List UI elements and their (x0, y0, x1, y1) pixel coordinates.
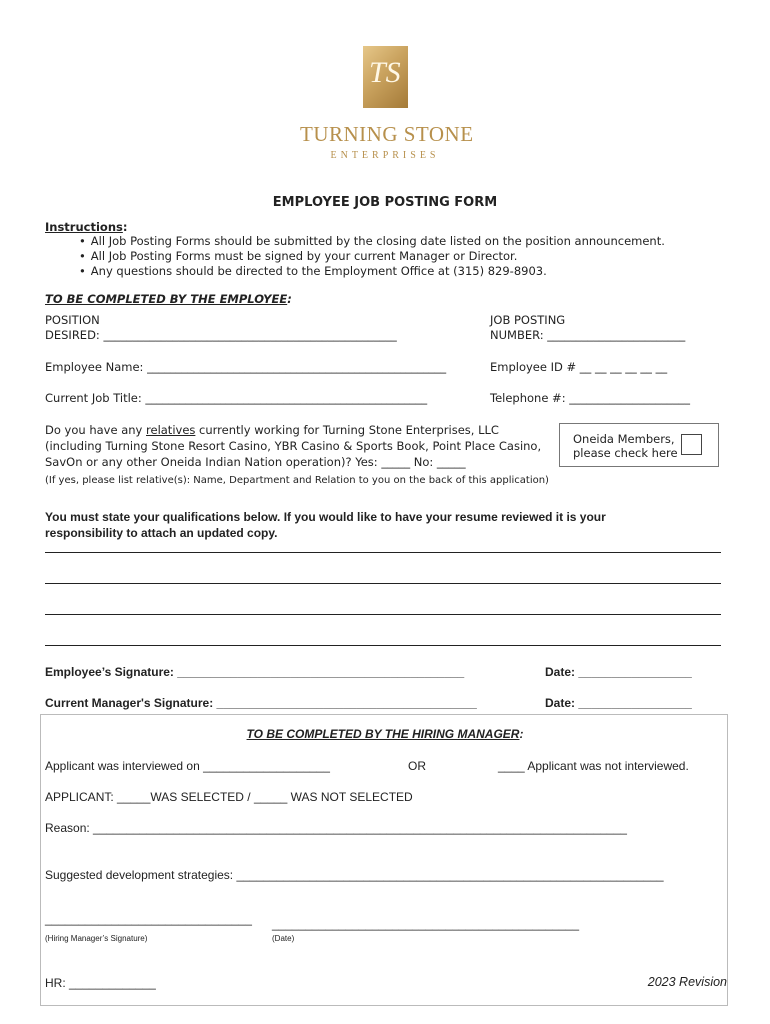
employee-section-heading-label: TO BE COMPLETED BY THE EMPLOYEE (45, 292, 288, 306)
qualifications-line[interactable] (45, 583, 721, 584)
position-label: POSITION (45, 313, 100, 327)
employee-date-field[interactable]: Date: _________________ (545, 665, 692, 679)
hiring-manager-heading-label: TO BE COMPLETED BY THE HIRING MANAGER (246, 727, 520, 741)
relatives-question-line2: (including Turning Stone Resort Casino, YBR Casino & Sports Book, Point Place Casino, (45, 439, 542, 453)
telephone-field[interactable]: Telephone #: _____________________ (490, 391, 690, 405)
page-title: EMPLOYEE JOB POSTING FORM (272, 195, 498, 210)
manager-signature-field[interactable]: Current Manager's Signature: _______________________________________ (45, 696, 477, 710)
qualifications-line[interactable] (45, 645, 721, 646)
employee-signature-field[interactable]: Employee’s Signature: ___________________________________________ (45, 665, 465, 679)
hiring-manager-heading (0, 727, 770, 741)
instructions-heading-colon: : (122, 220, 128, 234)
suggested-strategies-field[interactable]: Suggested development strategies: ________________________________________________________________ (45, 868, 664, 882)
job-posting-number-field[interactable]: NUMBER: ________________________ (490, 328, 686, 342)
employee-name-field[interactable]: Employee Name: ____________________________________________________ (45, 360, 447, 374)
qualifications-line2: responsibility to attach an updated copy. (45, 526, 278, 540)
employee-id-field[interactable]: Employee ID # __ __ __ __ __ __ (490, 360, 668, 374)
logo-name: TURNING STONE (300, 122, 474, 146)
employee-section-heading-colon: : (287, 292, 292, 306)
relatives-note: (If yes, please list relative(s): Name, Department and Relation to you on the back of this application) (45, 475, 549, 486)
or-label: OR (408, 759, 426, 773)
revision-label: 2023 Revision (647, 975, 727, 989)
qualifications-line1: You must state your qualifications below. If you would like to have your resume reviewed it is your (45, 510, 606, 524)
instruction-item: • All Job Posting Forms should be submitted by the closing date listed on the position announcement. (79, 234, 665, 248)
job-posting-label: JOB POSTING (490, 313, 566, 327)
instructions-heading (45, 220, 127, 234)
oneida-label-line2: please check here (573, 446, 678, 460)
position-field[interactable]: DESIRED: ___________________________________________________ (45, 328, 397, 342)
instruction-item: • All Job Posting Forms must be signed by your current Manager or Director. (79, 249, 517, 263)
applicant-selection-field[interactable]: APPLICANT: _____WAS SELECTED / _____ WAS NOT SELECTED (45, 790, 413, 804)
hiring-manager-signature-line[interactable]: _______________________________ (45, 912, 252, 926)
instruction-item: • Any questions should be directed to the Employment Office at (315) 829-8903. (79, 264, 547, 278)
logo-subtitle: ENTERPRISES (330, 150, 440, 161)
hr-field[interactable]: HR: _____________ (45, 976, 156, 990)
current-job-title-field[interactable]: Current Job Title: _________________________________________________ (45, 391, 428, 405)
relatives-text-post: currently working for Turning Stone Enterprises, LLC (195, 423, 499, 437)
interviewed-field[interactable]: Applicant was interviewed on ___________________ (45, 759, 330, 773)
relatives-text-pre: Do you have any (45, 423, 147, 437)
relatives-question-line1 (45, 423, 499, 437)
hiring-manager-section (40, 714, 728, 1006)
relatives-question-line3[interactable]: SavOn or any other Oneida Indian Nation operation)? Yes: _____ No: _____ (45, 455, 466, 469)
oneida-label-line1: Oneida Members, (573, 432, 675, 446)
hiring-manager-heading-colon: : (519, 727, 524, 741)
reason-field[interactable]: Reason: ________________________________________________________________________________ (45, 821, 627, 835)
relatives-link: relatives (146, 423, 196, 437)
qualifications-line[interactable] (45, 552, 721, 553)
not-interviewed-field[interactable]: ____ Applicant was not interviewed. (498, 759, 689, 773)
hiring-date-label: (Date) (272, 934, 295, 943)
logo-monogram (363, 46, 408, 108)
manager-date-field[interactable]: Date: _________________ (545, 696, 692, 710)
oneida-member-checkbox[interactable] (681, 434, 702, 455)
hiring-date-line[interactable]: ______________________________________________ (272, 917, 579, 931)
logo-monogram-text: TS (369, 56, 401, 89)
instructions-heading-label: Instructions (45, 220, 123, 234)
employee-section-heading (45, 292, 292, 306)
hiring-manager-signature-label: (Hiring Manager’s Signature) (45, 934, 148, 943)
qualifications-line[interactable] (45, 614, 721, 615)
